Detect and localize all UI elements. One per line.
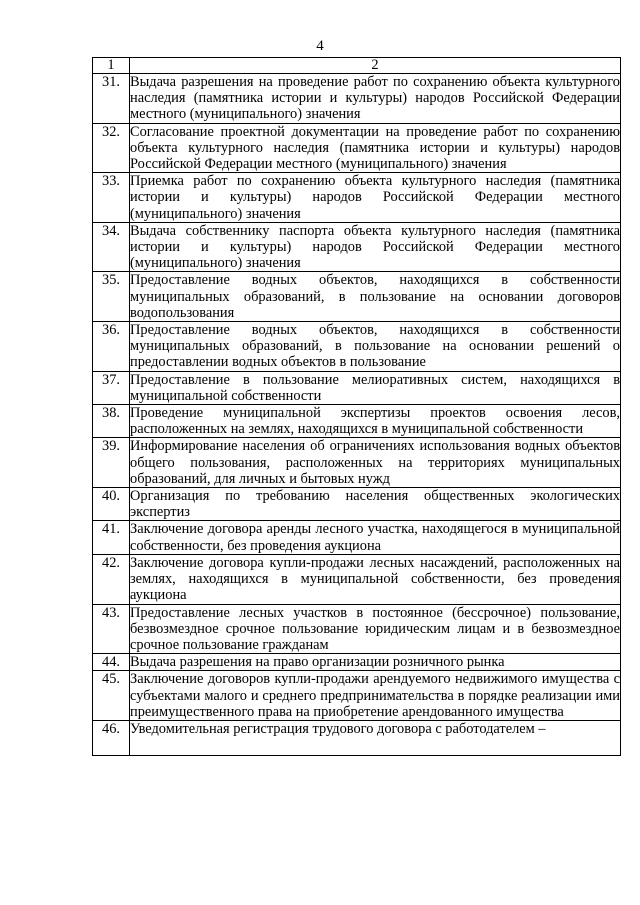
table-row xyxy=(93,521,621,554)
table-header-row xyxy=(93,58,621,74)
table-row xyxy=(93,488,621,521)
row-number: 34. xyxy=(93,222,130,272)
row-number: 32. xyxy=(93,123,130,173)
service-description: Предоставление водных объектов, находящихся в собственности муниципальных образований, в пользование на основании договоров водопользования xyxy=(130,272,620,321)
row-number: 39. xyxy=(93,438,130,488)
table-row xyxy=(93,322,621,372)
row-number: 44. xyxy=(93,654,130,671)
column-header-service: 2 xyxy=(130,58,621,74)
row-number: 43. xyxy=(93,604,130,654)
service-description: Заключение договора аренды лесного участка, находящегося в муниципальной собственности, без проведения аукциона xyxy=(130,521,620,554)
page-number: 4 xyxy=(316,38,324,54)
service-description: Предоставление лесных участков в постоянное (бессрочное) пользование, безвозмездное срочное пользование юридическим лицам и в безвозмездное срочное пользование гражданам xyxy=(130,604,620,653)
row-number: 45. xyxy=(93,671,130,721)
row-number: 36. xyxy=(93,322,130,372)
table-row xyxy=(93,222,621,272)
table-row xyxy=(93,173,621,223)
table-row xyxy=(93,438,621,488)
service-description: Информирование населения об ограничениях использования водных объектов общего пользования, расположенных на территориях муниципальных образований, для личных и бытовых нужд xyxy=(130,438,620,487)
service-description: Проведение муниципальной экспертизы проектов освоения лесов, расположенных на землях, находящихся в муниципальной собственности xyxy=(130,405,620,438)
table-row xyxy=(93,272,621,322)
row-number: 41. xyxy=(93,521,130,554)
service-description: Приемка работ по сохранению объекта культурного наследия (памятника истории и культуры) народов Российской Федерации местного (муниципального) значения xyxy=(130,173,620,222)
service-description: Уведомительная регистрация трудового договора с работодателем – xyxy=(130,720,621,755)
table-row xyxy=(93,554,621,604)
services-table xyxy=(92,57,621,756)
service-description: Выдача собственнику паспорта объекта культурного наследия (памятника истории и культуры) народов Российской Федерации местного (муниципального) значения xyxy=(130,222,620,272)
row-number: 42. xyxy=(93,554,130,604)
service-description: Согласование проектной документации на проведение работ по сохранению объекта культурного наследия (памятника истории и культуры) народов Российской Федерации местного (муниципального) значения xyxy=(130,123,620,173)
table-row xyxy=(93,371,621,404)
service-description: Предоставление водных объектов, находящихся в собственности муниципальных образований, в пользование на основании решений о предоставлении водных объектов в пользование xyxy=(130,322,620,371)
table-row xyxy=(93,720,621,755)
service-description: Предоставление в пользование мелиоративных систем, находящихся в муниципальной собственности xyxy=(130,371,620,404)
service-description: Организация по требованию населения общественных экологических экспертиз xyxy=(130,488,620,521)
row-number: 40. xyxy=(93,488,130,521)
table-row xyxy=(93,604,621,654)
table-row xyxy=(93,671,621,721)
table-row xyxy=(93,74,621,124)
service-description: Выдача разрешения на проведение работ по сохранению объекта культурного наследия (памятника истории и культуры) народов Российской Федерации местного (муниципального) значения xyxy=(130,74,620,123)
row-number: 46. xyxy=(93,720,130,755)
row-number: 31. xyxy=(93,74,130,124)
service-description: Заключение договоров купли-продажи арендуемого недвижимого имущества с субъектами малого и среднего предпринимательства в порядке реализации ими преимущественного права на приобретение арендованного имущества xyxy=(130,671,620,720)
service-description: Заключение договора купли-продажи лесных насаждений, расположенных на землях, находящихся в муниципальной собственности, без проведения аукциона xyxy=(130,554,620,604)
row-number: 33. xyxy=(93,173,130,223)
table-row xyxy=(93,123,621,173)
row-number: 38. xyxy=(93,405,130,438)
column-header-number: 1 xyxy=(93,58,130,74)
service-description: Выдача разрешения на право организации розничного рынка xyxy=(130,654,621,671)
row-number: 35. xyxy=(93,272,130,322)
table-row xyxy=(93,654,621,671)
table-row xyxy=(93,405,621,438)
row-number: 37. xyxy=(93,371,130,404)
